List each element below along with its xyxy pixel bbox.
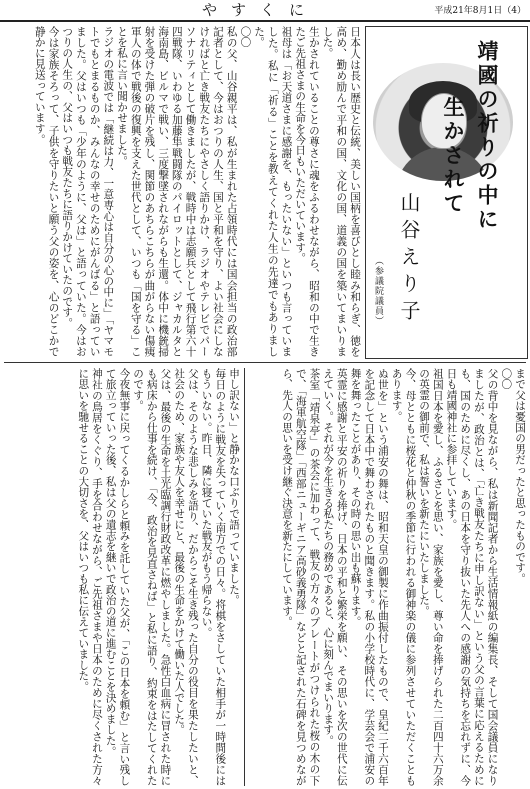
headline-line2: 生かされて (441, 96, 466, 216)
article-top-left: 日本人は長い歴史と伝統、美しい国柄を喜びとし睦み和らぎ、徳を高め、勤め励んで平和の国、文化の国、道義の国を築いてまいりました。 生かされていることの尊さに魂をふるわせながら、昭和の中で生きたご先祖さまの生命を今日もいただいています。 祖母は「お天道さまに感謝を、もったいない」といつも言っていました。私に「祈る」ことを教えてくれた人生の先達でもありました。 〇〇 私の父、山谷親平は、私が生まれた占領時代には国会担当の政治部記者として、今はおつりの人生、国と平和を守り、よい社会にしなければと亡き戦友たちにやさしく語りかけ、ラジオやテレビでパーソナリティとして働きましたが、戦時中は志願兵として飛行第六十四戦隊、いわゆる加藤隼戦闘隊のパイロットとして、ジャカルタと海南島、ビルマで戦い、三度撃墜されながらも生還。体中に機銃掃射を受けた弾の破片を残し、関節のあちらこちらが曲がらない傷痍軍人の体で戦後の復興を支えた世代として、いつも「国を守る」ことを私に言い聞かせました。 ラジオの電波では「継続は力、一意専心は自分の心の中に」「ヤマモトでもとまるものか、みんなの幸せのためにがんばる」と語っていました。父はいつも「少年のように、父は」と語っていた。今はおつりの人生の、父はいつも戦友たちに語りかけていたのです。 今は家族そろって、子供を守りたいと願う父の姿を、心のどこかで静かに見送っています。 (33, 26, 361, 357)
issue-date: 平成21年8月1日（4） (434, 6, 526, 16)
column-rule (244, 368, 245, 786)
section-divider (4, 362, 526, 363)
article-bottom-left: 申し訳ない」と静かな口ぶりで語っていました。 毎日のように戦友を失っていく南方での日々。将棋をさしていた相手が一時間後にはもういない。昨日、隣に寝ていた戦友がもう帰らない。 父は、そのような悲しみを語り、だからこそ生き残った自分の役目を果たしたいと、社会のため、家族や友人を幸せにと、最後の生命をかけて働いた人でした。 父は、最後の生命を土光臨調行財政改革に燃やしました。急性白血病に冒された時にも病床から仕事を続け、「今、政治を見直さねば」と私に語り、約束をはたしてくれたのです。 今夜無事に戻ってくるかしらと頼みを託していた父が、「この日本を頼む」と言い残して旅立っていった後、私は父の遺志を継いで政治の道に進むことを決めました。 神社の鳥居をくぐり、手を合わせながら、ご先祖さまや日本のために尽くされた方々に思いを馳せることの大切さを、父はいつも私に伝えていました。 (77, 368, 240, 786)
article-right: まで父は憂国の男だったと思ったものです。 〇〇 父の背中を見ながら、私は新聞記者から生活情報紙の編集長、そして国会議員になりましたが、政治とは、「亡き戦友たちに申し訳ない」という父の言葉に応えるためにも、国のために尽くし、あの日本を守り抜いた先人への感謝の気持ちを忘れずに、今日も靖國神社に参拝しています。 祖国日本を愛し、ふるさとを思い、家族を愛し、尊い命を捧げられた二百四十六万余の英霊の御前で、私は誓いを新たにいたしました。 今、母とともに桜花と仲秋の季節に行われる御神楽の儀に参列させていただくこともあります。 ぬ世を」という浦安の舞は、昭和天皇の御製に作曲振付したもので、皇紀二千六百年を記念して日本中で舞わされたものと聞きます。私の小学校時代に、学芸会で浦安の舞を舞ったことがあり、その時の思い出も蘇ります。 英霊に感謝と平安の祈りを捧げ、日本の平和と繁栄を願い、その思いを次の世代に伝えていく。それが今を生きる私たちの務めであると、心に刻んでまいります。 茶室「靖泉亭」の茶会に加わって、戦友の方々のプレートがつけられた桜の木の下で、「海軍航空隊」「西部ニューギニア高砂義勇隊」などと記された石碑を見つめながら、先人の思いを受け継ぐ決意を新たにしています。 (281, 368, 526, 786)
page-header (0, 0, 530, 22)
headline-line1: 靖國の祈りの中に (475, 40, 500, 232)
author-name: 山谷えり子 (397, 192, 421, 327)
newsletter-title: やすくに (201, 1, 318, 19)
author-role: （参議院議員） (373, 256, 383, 326)
